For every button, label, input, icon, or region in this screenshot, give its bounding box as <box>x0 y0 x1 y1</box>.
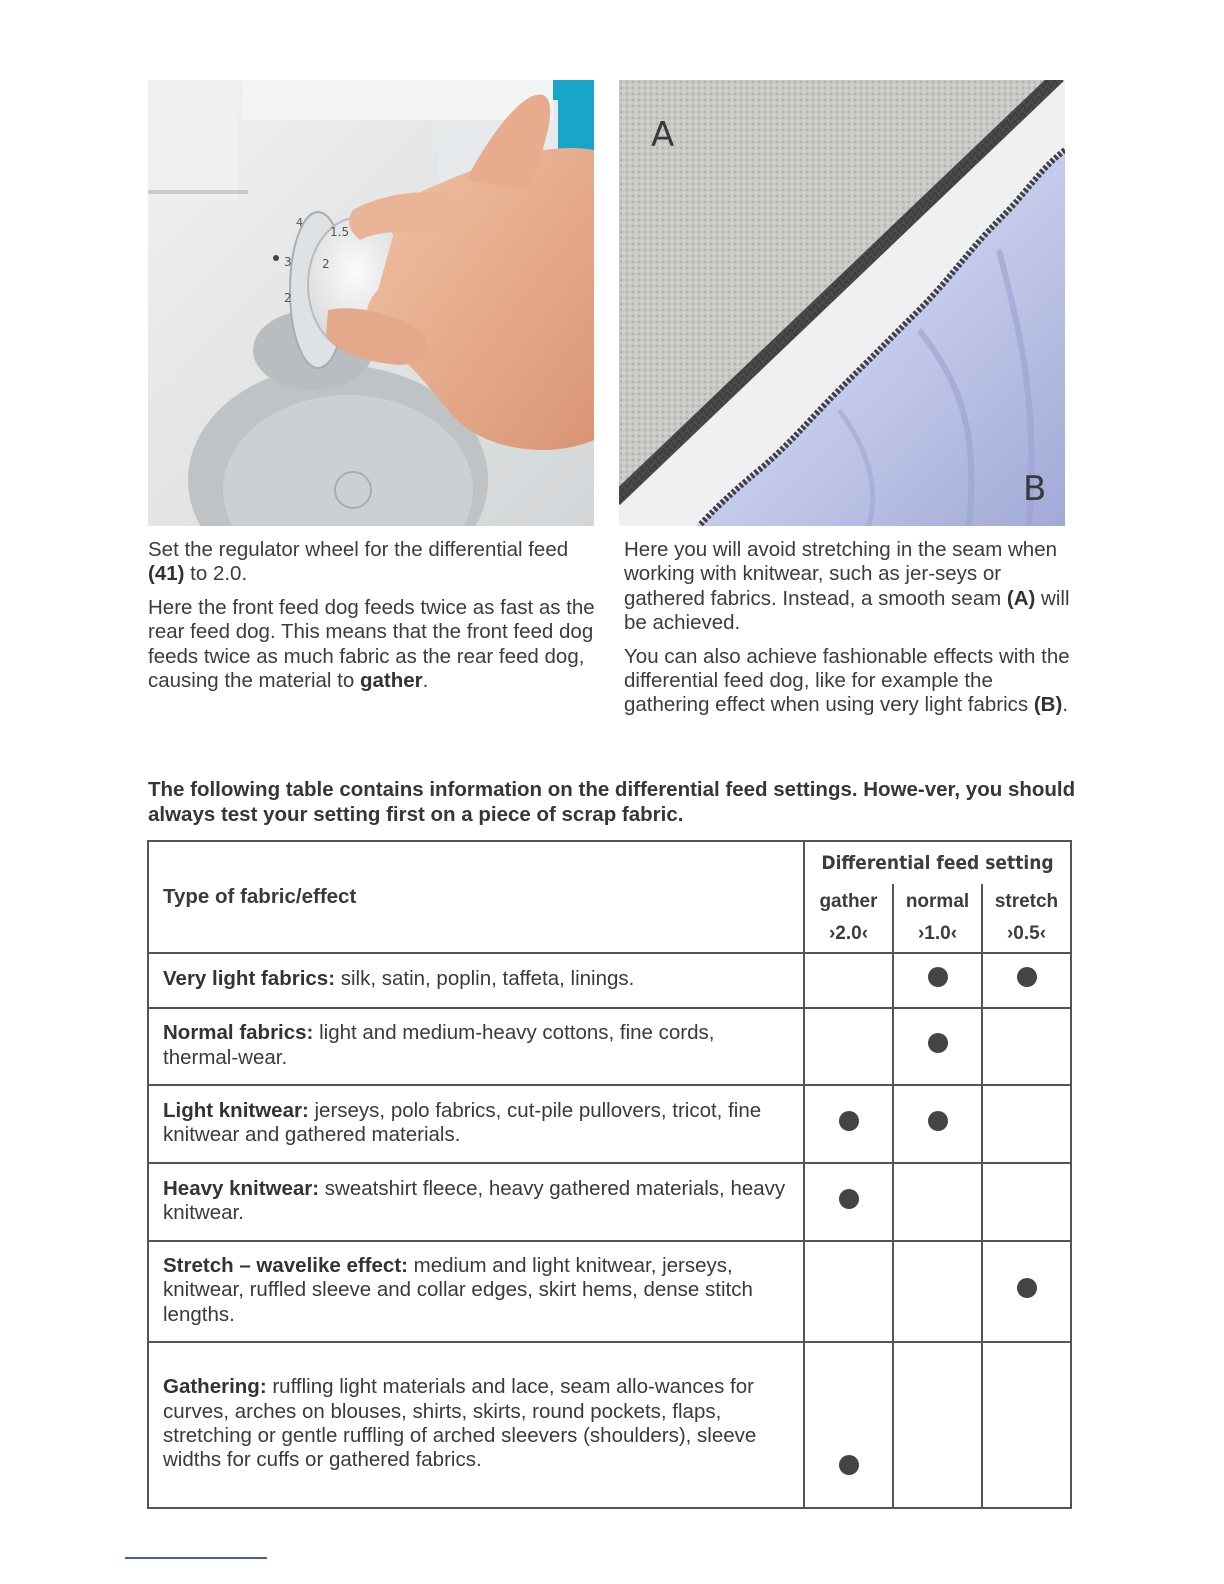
dial-number-1-5: 1.5 <box>330 225 350 239</box>
setting-dot-gather <box>839 1455 859 1475</box>
setting-cell <box>804 1163 893 1241</box>
differential-feed-table <box>147 840 1072 1509</box>
setting-cell <box>804 1085 893 1163</box>
fabric-samples-illustration <box>619 80 1065 526</box>
column-normal-name: normal <box>905 891 970 912</box>
fabric-label-a: A <box>651 115 675 155</box>
dial-number-2b: 2 <box>322 257 330 271</box>
table-row <box>148 1163 1071 1241</box>
setting-cell <box>893 1241 982 1342</box>
setting-cell <box>982 1342 1071 1508</box>
column-stretch-value: ›0.5‹ <box>1006 923 1047 944</box>
caption-right <box>624 538 1074 727</box>
column-gather-header <box>804 884 893 953</box>
dial-number-3: 3 <box>284 255 292 269</box>
setting-dot-stretch <box>1017 1278 1037 1298</box>
setting-cell <box>893 953 982 1008</box>
setting-dot-normal <box>928 1033 948 1053</box>
setting-cell <box>893 1085 982 1163</box>
caption-right-paragraph-2: You can also achieve fashionable effects with the differential feed dog, like for example the gathering effect when using very light fabrics (B). <box>624 644 1070 717</box>
setting-cell <box>982 1241 1071 1342</box>
setting-cell <box>804 1008 893 1085</box>
setting-cell <box>893 1342 982 1508</box>
footer-rule <box>125 1557 267 1559</box>
caption-left-paragraph-2: Here the front feed dog feeds twice as fast as the rear feed dog. This means that the front feed dog feeds twice as much fabric as the rear feed dog, causing the material to gather. <box>148 595 595 693</box>
setting-cell <box>804 1241 893 1342</box>
setting-dot-gather <box>839 1111 859 1131</box>
column-normal-header <box>893 884 982 953</box>
dial-number-2: 2 <box>284 291 292 305</box>
table-row <box>148 1008 1071 1085</box>
table-row <box>148 1085 1071 1163</box>
column-stretch-name: stretch <box>994 891 1059 912</box>
setting-dot-normal <box>928 1111 948 1131</box>
setting-cell <box>982 1085 1071 1163</box>
fabric-description: Stretch – wavelike effect: medium and light knitwear, jerseys, knitwear, ruffled sleeve and collar edges, skirt hems, dense stitch lengths. <box>148 1241 804 1342</box>
column-gather-value: ›2.0‹ <box>828 923 869 944</box>
setting-cell <box>893 1163 982 1241</box>
setting-cell <box>982 1008 1071 1085</box>
setting-dot-normal <box>928 967 948 987</box>
dial-number-4: 4 <box>296 216 303 229</box>
fabric-description: Normal fabrics: light and medium-heavy cottons, fine cords, thermal-wear. <box>148 1008 804 1085</box>
setting-cell <box>893 1008 982 1085</box>
setting-cell <box>804 1342 893 1508</box>
table-row <box>148 953 1071 1008</box>
fabric-description: Heavy knitwear: sweatshirt fleece, heavy gathered materials, heavy knitwear. <box>148 1163 804 1241</box>
setting-dot-gather <box>839 1189 859 1209</box>
setting-cell <box>982 953 1071 1008</box>
caption-left-paragraph-1: Set the regulator wheel for the differential feed (41) to 2.0. <box>148 538 569 586</box>
setting-cell <box>982 1163 1071 1241</box>
fabric-description: Gathering: ruffling light materials and lace, seam allo-wances for curves, arches on blouses, shirts, skirts, round pockets, flaps, stretching or gentle ruffling of arched sleevers (shoulders), sleeve widths for cuffs or gathered fabrics. <box>148 1342 804 1508</box>
caption-left <box>148 538 598 702</box>
photo-fabric-samples <box>619 80 1065 526</box>
setting-cell <box>804 953 893 1008</box>
table-row <box>148 1241 1071 1342</box>
column-stretch-header <box>982 884 1071 953</box>
differential-feed-setting-header: Differential feed setting <box>804 841 1071 884</box>
regulator-wheel-illustration <box>148 80 594 526</box>
table-intro: The following table contains information on the differential feed settings. Howe-ver, you should always test your setting first on a piece of scrap fabric. <box>148 778 1076 826</box>
photo-regulator-wheel <box>148 80 594 526</box>
caption-right-paragraph-1: Here you will avoid stretching in the seam when working with knitwear, such as jer-seys or gathered fabrics. Instead, a smooth seam (A) will be achieved. <box>624 538 1070 635</box>
column-normal-value: ›1.0‹ <box>917 923 958 944</box>
fabric-description: Very light fabrics: silk, satin, poplin, taffeta, linings. <box>148 953 804 1008</box>
column-gather-name: gather <box>819 891 878 912</box>
fabric-description: Light knitwear: jerseys, polo fabrics, cut-pile pullovers, tricot, fine knitwear and gathered materials. <box>148 1085 804 1163</box>
setting-dot-stretch <box>1017 967 1037 987</box>
type-of-fabric-header: Type of fabric/effect <box>148 841 804 953</box>
fabric-label-b: B <box>1023 469 1047 509</box>
table-row <box>148 1342 1071 1508</box>
